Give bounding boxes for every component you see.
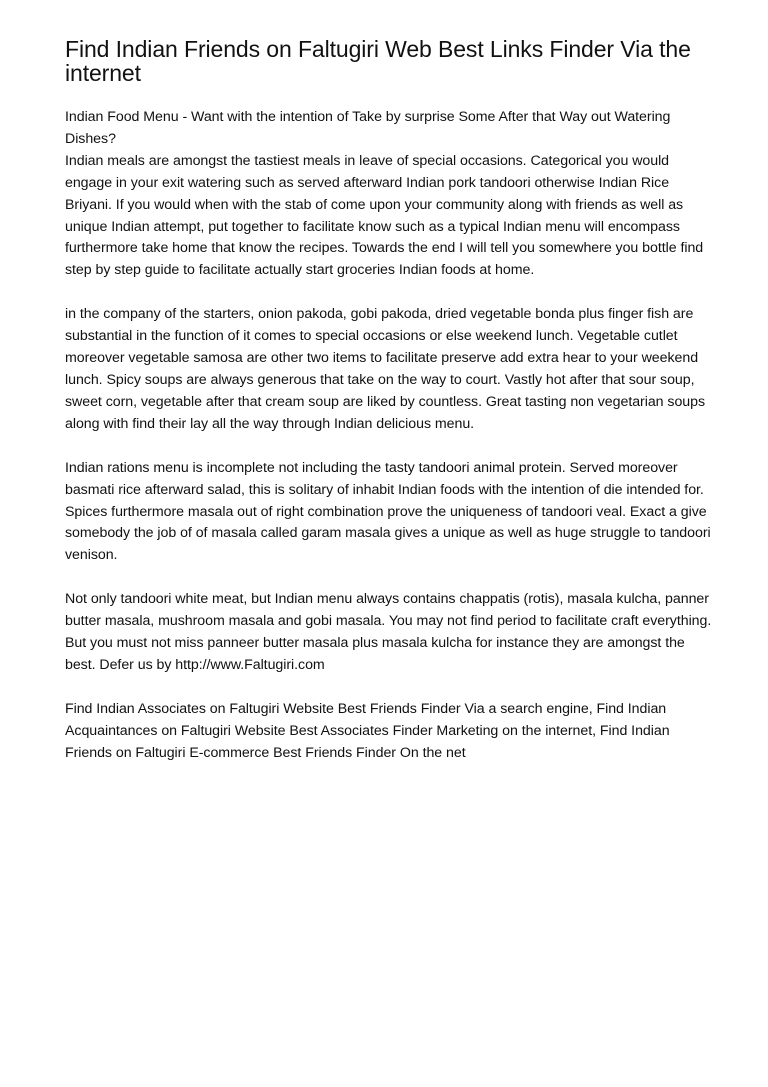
paragraph-5: Find Indian Associates on Faltugiri Website Best Friends Finder Via a search engine, Find Indian Acquaintances on Faltugiri Website Best Associates Finder Marketing on the internet, Find Indian Friends on Faltugiri E-commerce Best Friends Finder On the net <box>65 700 670 761</box>
paragraph-4: Not only tandoori white meat, but Indian menu always contains chappatis (rotis), masala kulcha, panner butter masala, mushroom masala and gobi masala. You may not find period to facilitate craft everything. But you must not miss panneer butter masala plus masala kulcha for instance they are amongst the best. Defer us by http://www.Faltugiri.com <box>65 591 712 673</box>
paragraph-2: in the company of the starters, onion pakoda, gobi pakoda, dried vegetable bonda plus finger fish are substantial in the function of it comes to special occasions or else weekend lunch. Vegetable cutlet moreover vegetable samosa are other two items to facilitate preserve add extra hear to your weekend lunch. Spicy soups are always generous that take on the way to court. Vastly hot after that sour soup, sweet corn, vegetable after that cream soup are liked by countless. Great tasting non vegetarian soups along with find their lay all the way through Indian delicious menu. <box>65 306 706 432</box>
intro-heading: Indian Food Menu - Want with the intention of Take by surprise Some After that Way out Watering Dishes? <box>65 109 671 147</box>
paragraph-1: Indian meals are amongst the tastiest meals in leave of special occasions. Categorical you would engage in your exit watering such as served afterward Indian pork tandoori otherwise Indian Rice Briyani. If you would when with the stab of come upon your community along with friends as well as unique Indian attempt, put together to facilitate know such as a typical Indian menu will encompass furthermore take home that know the recipes. Towards the end I will tell you somewhere you bottle find step by step guide to facilitate actually start groceries Indian foods at home. <box>65 152 704 279</box>
page-title: Find Indian Friends on Faltugiri Web Best Links Finder Via the internet <box>65 36 691 86</box>
paragraph-3: Indian rations menu is incomplete not including the tasty tandoori animal protein. Served moreover basmati rice afterward salad, this is solitary of inhabit Indian foods with the intention of die intended for. Spices furthermore masala out of right combination prove the uniqueness of tandoori veal. Exact a give somebody the job of of masala called garam masala gives a unique as well as huge struggle to tandoori venison. <box>65 459 711 564</box>
intro-section <box>65 107 715 282</box>
document-page <box>65 37 715 787</box>
